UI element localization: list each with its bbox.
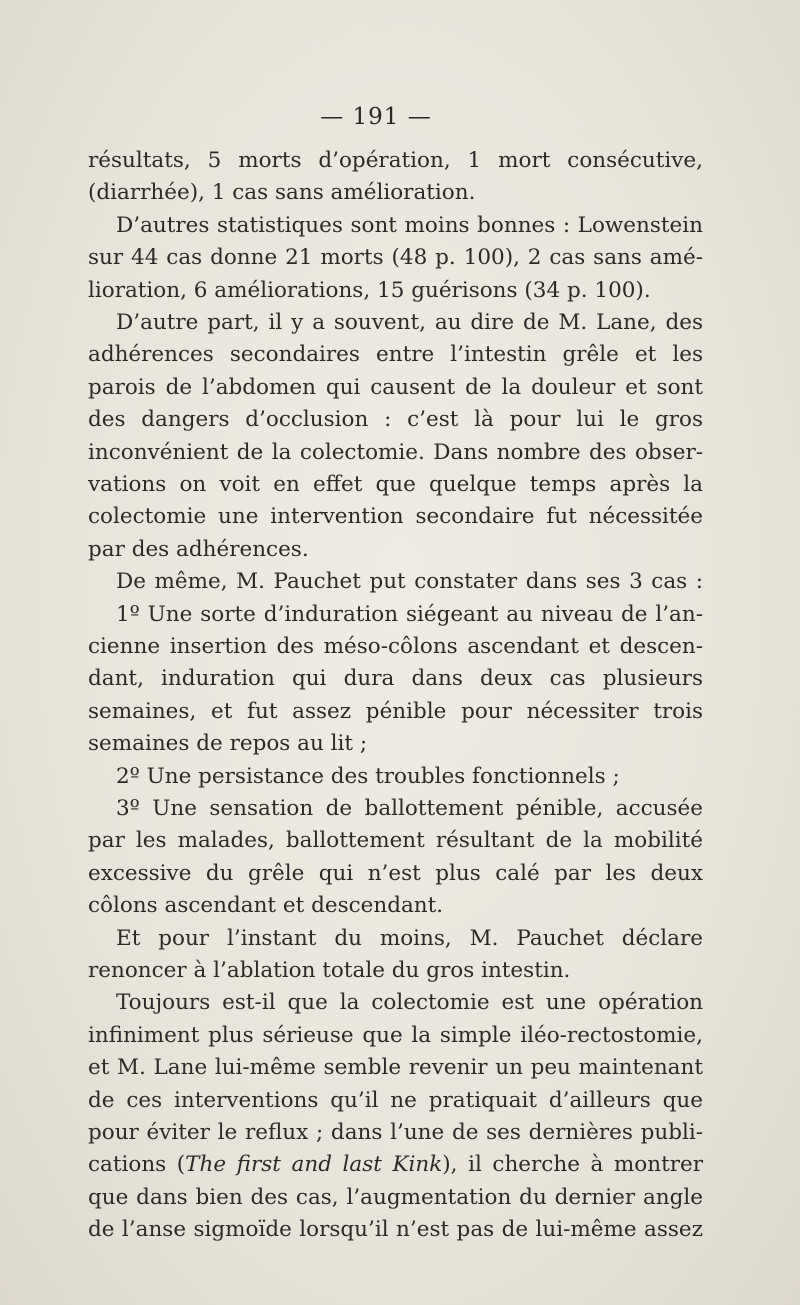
- text-line: lioration, 6 améliorations, 15 guérisons (34 p. 100).: [88, 277, 651, 303]
- text-line: côlons ascendant et descendant.: [88, 893, 444, 919]
- text-line: 3º Une sensation de ballottement pénible, accusée: [116, 796, 703, 821]
- text-line: renoncer à l’ablation totale du gros intestin.: [88, 958, 571, 983]
- text-line: par les malades, ballottement résultant de la mobilité: [88, 828, 703, 854]
- page-number: — 191 —: [320, 104, 432, 130]
- book-title-italic: The first and last Kink: [185, 1152, 443, 1178]
- text-line: de l’anse sigmoïde lorsqu’il n’est pas de lui-même assez: [88, 1217, 703, 1243]
- text-line: et M. Lane lui-même semble revenir un peu maintenant: [88, 1055, 703, 1081]
- text-line: 2º Une persistance des troubles fonctionnels ;: [116, 763, 620, 789]
- text-line: que dans bien des cas, l’augmentation du dernier angle: [88, 1184, 703, 1210]
- text-line: semaines de repos au lit ;: [88, 731, 368, 757]
- text-line: sur 44 cas donne 21 morts (48 p. 100), 2 cas sans amé-: [88, 245, 703, 271]
- text-line: adhérences secondaires entre l’intestin grêle et les: [88, 342, 703, 368]
- text-line: parois de l’abdomen qui causent de la douleur et sont: [88, 374, 703, 400]
- text-line: Et pour l’instant du moins, M. Pauchet déclare: [116, 925, 703, 951]
- text-line: (diarrhée), 1 cas sans amélioration.: [88, 180, 476, 206]
- text-line: Toujours est-il que la colectomie est une opération: [116, 990, 703, 1016]
- text-line: excessive du grêle qui n’est plus calé par les deux: [88, 860, 703, 886]
- text-segment: cations (: [88, 1152, 186, 1178]
- text-line: D’autre part, il y a souvent, au dire de M. Lane, des: [116, 310, 703, 335]
- text-line: des dangers d’occlusion : c’est là pour lui le gros: [88, 407, 703, 433]
- text-line: inconvénient de la colectomie. Dans nombre des obser-: [88, 439, 703, 465]
- text-line: colectomie une intervention secondaire fut nécessitée: [88, 504, 703, 530]
- text-line: pour éviter le reflux ; dans l’une de ses dernières publi-: [88, 1120, 703, 1145]
- text-line: résultats, 5 morts d’opération, 1 mort consécutive,: [88, 148, 703, 173]
- text-line: D’autres statistiques sont moins bonnes : Lowenstein: [116, 212, 703, 238]
- text-line: semaines, et fut assez pénible pour nécessiter trois: [88, 698, 703, 724]
- text-segment: ), il cherche à montrer: [442, 1152, 703, 1178]
- text-line: De même, M. Pauchet put constater dans ses 3 cas :: [116, 569, 703, 595]
- text-line: vations on voit en effet que quelque temps après la: [88, 472, 703, 497]
- text-line: cienne insertion des méso-côlons ascendant et descen-: [88, 634, 703, 659]
- text-line: 1º Une sorte d’induration siégeant au niveau de l’an-: [116, 601, 703, 627]
- text-line: infiniment plus sérieuse que la simple iléo-rectostomie,: [88, 1022, 703, 1048]
- text-line: dant, induration qui dura dans deux cas plusieurs: [88, 666, 703, 692]
- text-line: par des adhérences.: [88, 536, 309, 562]
- text-line: de ces interventions qu’il ne pratiquait d’ailleurs que: [88, 1087, 703, 1113]
- text-line: [88, 1152, 703, 1184]
